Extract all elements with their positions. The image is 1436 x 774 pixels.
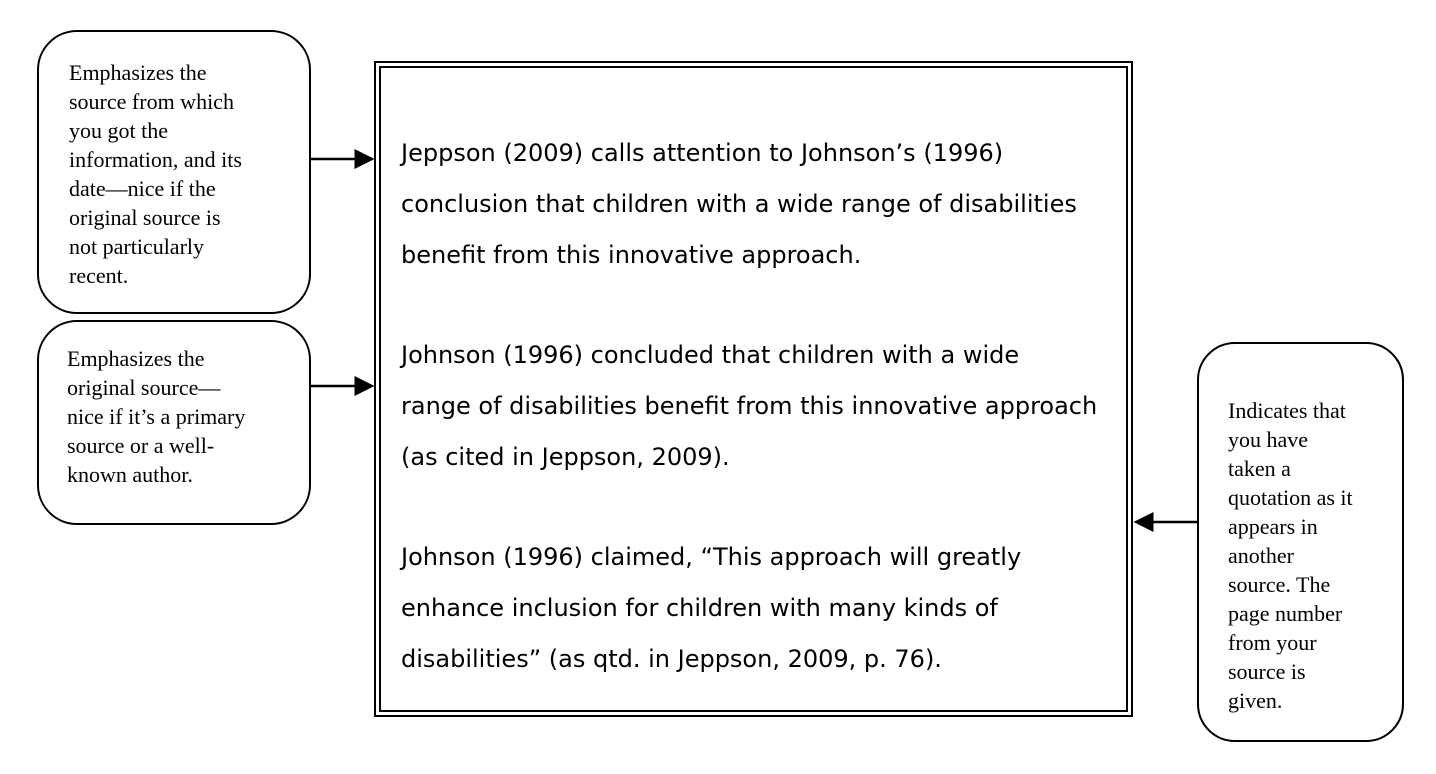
example-paraphrase-source-first: Jeppson (2009) calls attention to Johnson’s (1996) conclusion that children with a wide range of disabilities benefit from this innovative approach. <box>401 139 1077 269</box>
callout-source-date-text: Emphasizes the source from which you got the information, and its date—nice if the original source is not particularly recent. <box>69 60 242 288</box>
citation-examples-box <box>374 61 1133 717</box>
callout-quotation-text: Indicates that you have taken a quotation as it appears in another source. The page number from your source is given. <box>1228 398 1353 713</box>
callout-quotation <box>1197 342 1404 742</box>
callout-original-source <box>37 320 311 525</box>
example-paraphrase-original-first: Johnson (1996) concluded that children with a wide range of disabilities benefit from this innovative approach (as cited in Jeppson, 2009). <box>401 341 1098 471</box>
callout-original-source-text: Emphasizes the original source— nice if it’s a primary source or a well- known author. <box>67 346 246 487</box>
callout-source-date <box>37 30 311 314</box>
example-quotation-secondary: Johnson (1996) claimed, “This approach will greatly enhance inclusion for children with many kinds of disabilities” (as qtd. in Jeppson, 2009, p. 76). <box>401 543 1022 673</box>
